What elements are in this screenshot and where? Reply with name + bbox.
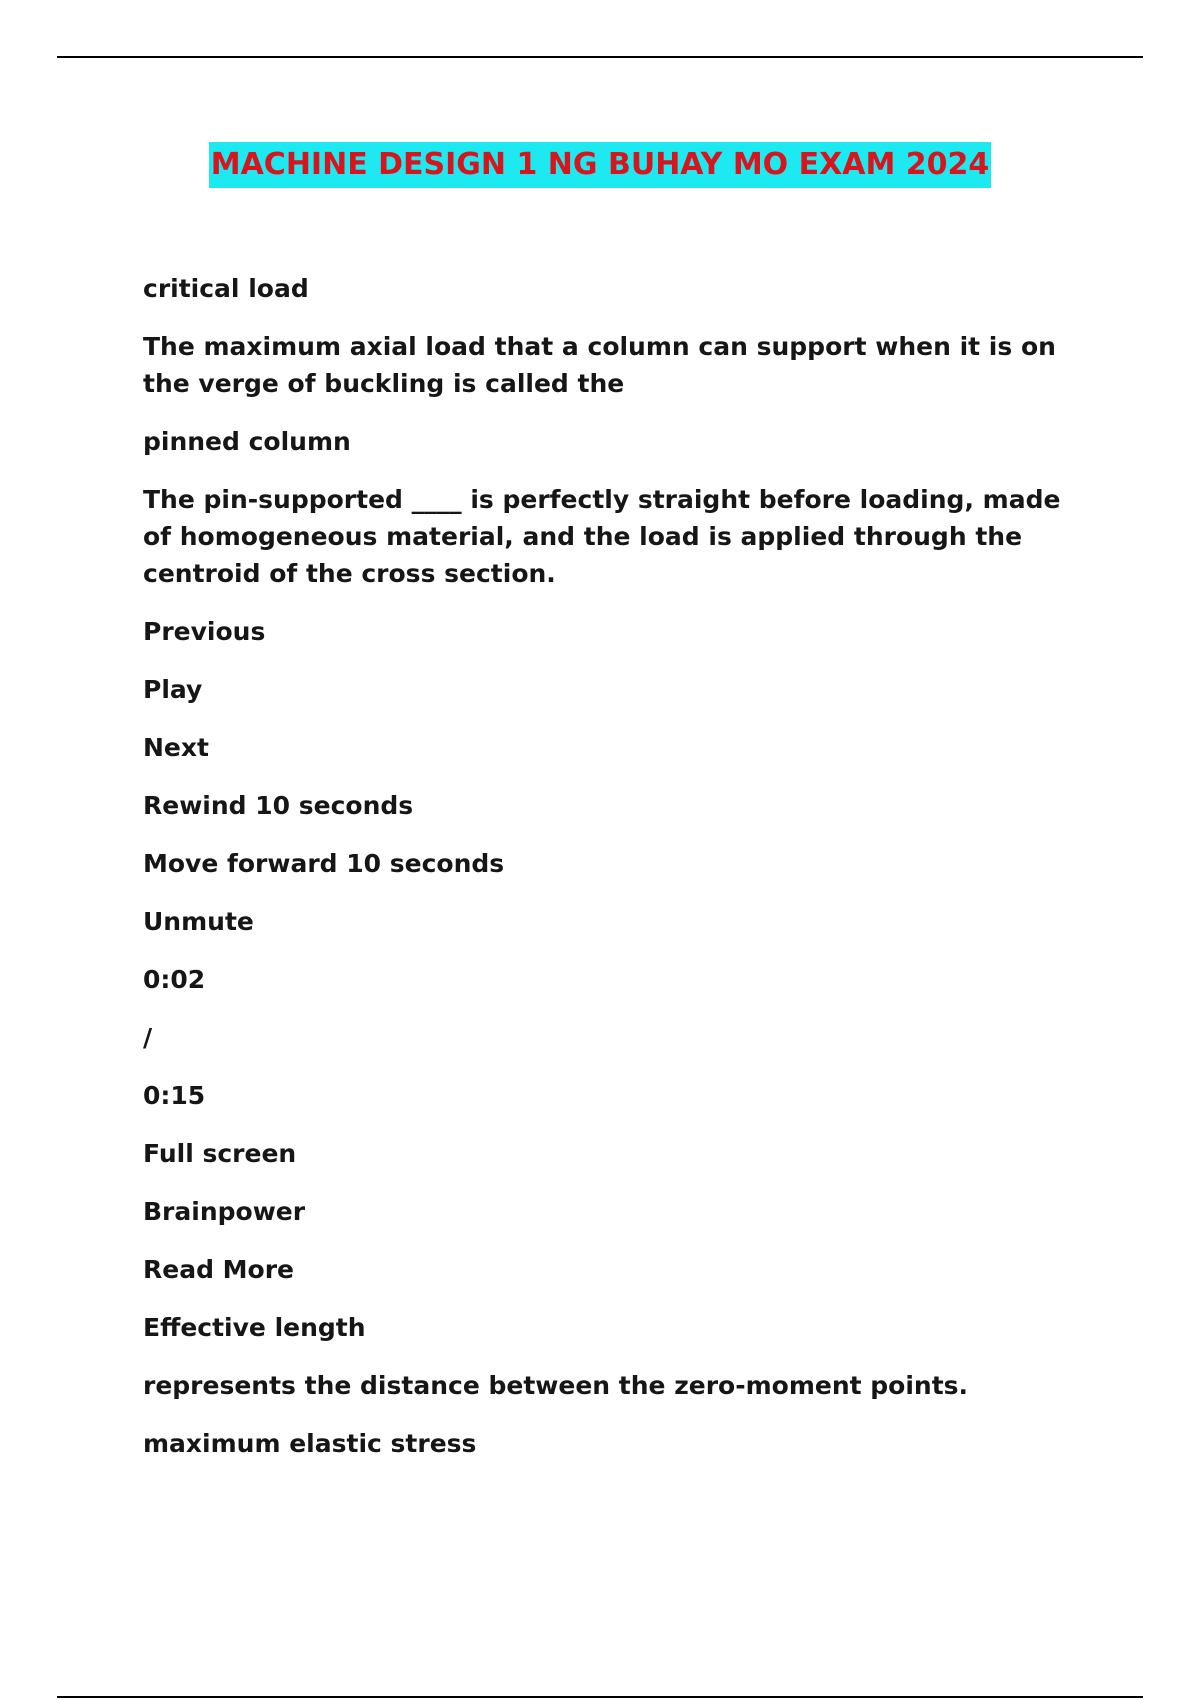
unmute-label: Unmute bbox=[143, 907, 254, 936]
term-critical-load: critical load bbox=[143, 274, 309, 303]
title-banner bbox=[0, 142, 1200, 188]
term-effective-length: Effective length bbox=[143, 1313, 366, 1342]
definition-critical-load: The maximum axial load that a column can support when it is on the verge of buckling is called the bbox=[143, 332, 1056, 398]
bottom-rule bbox=[57, 1696, 1143, 1698]
play-label: Play bbox=[143, 675, 203, 704]
full-screen-label: Full screen bbox=[143, 1139, 297, 1168]
definition-effective-length: represents the distance between the zero-moment points. bbox=[143, 1371, 969, 1400]
current-time: 0:02 bbox=[143, 965, 206, 994]
rewind-label: Rewind 10 seconds bbox=[143, 791, 414, 820]
top-rule bbox=[57, 56, 1143, 58]
term-pinned-column: pinned column bbox=[143, 427, 351, 456]
read-more-label: Read More bbox=[143, 1255, 295, 1284]
document-title: MACHINE DESIGN 1 NG BUHAY MO EXAM 2024 bbox=[209, 142, 992, 188]
previous-label: Previous bbox=[143, 617, 266, 646]
term-maximum-elastic-stress: maximum elastic stress bbox=[143, 1429, 477, 1458]
next-label: Next bbox=[143, 733, 209, 762]
document-body bbox=[143, 270, 1093, 1483]
brainpower-label: Brainpower bbox=[143, 1197, 306, 1226]
definition-pinned-column: The pin-supported ____ is perfectly straight before loading, made of homogeneous material, and the load is applied through the centroid of the cross section. bbox=[143, 485, 1061, 588]
move-forward-label: Move forward 10 seconds bbox=[143, 849, 505, 878]
time-separator: / bbox=[143, 1023, 153, 1052]
total-time: 0:15 bbox=[143, 1081, 206, 1110]
